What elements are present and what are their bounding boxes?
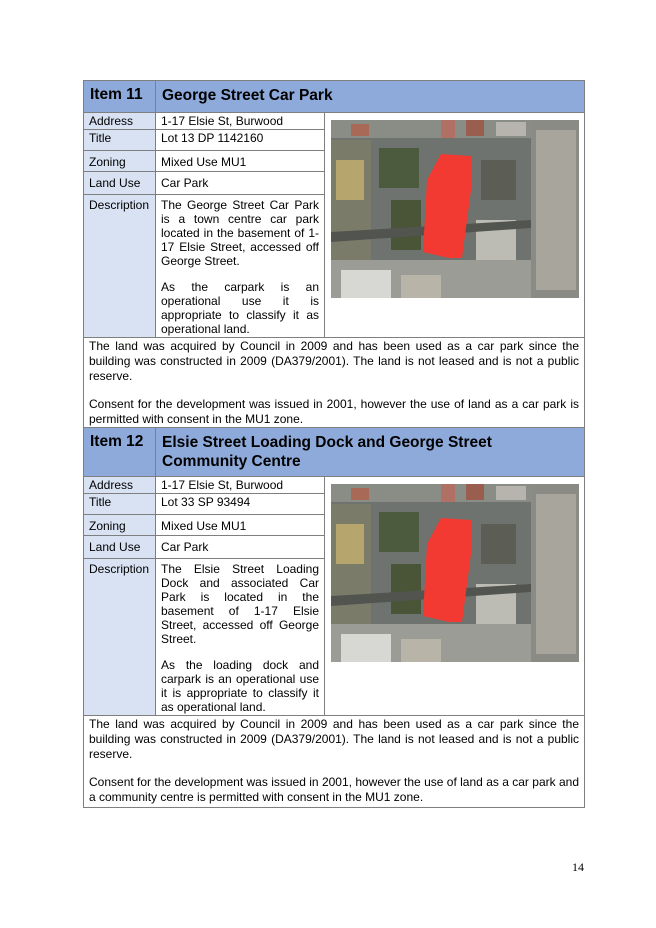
description-row	[84, 195, 325, 337]
address-row	[84, 113, 325, 130]
zoning-value: Mixed Use MU1	[156, 515, 325, 535]
note-paragraph: The land was acquired by Council in 2009 and has been used as a car park since the building was constructed in 2009 (DA379/2001). The land is not leased and is not a public reserve.	[89, 717, 579, 761]
item-number: Item 12	[84, 428, 156, 476]
description-value	[156, 559, 325, 715]
item-notes	[84, 338, 584, 429]
aerial-photo-image	[331, 484, 579, 662]
land-use-label: Land Use	[84, 536, 156, 558]
description-row	[84, 559, 325, 715]
description-paragraph: As the carpark is an operational use it is appropriate to classify it as operational land.	[161, 280, 319, 336]
aerial-photo	[325, 113, 584, 337]
fields-column	[84, 113, 325, 337]
zoning-row	[84, 151, 325, 172]
title-row	[84, 130, 325, 151]
note-paragraph: Consent for the development was issued in 2001, however the use of land as a car park and a community centre is permitted with consent in the MU1 zone.	[89, 775, 579, 804]
zoning-value: Mixed Use MU1	[156, 151, 325, 171]
note-paragraph: The land was acquired by Council in 2009 and has been used as a car park since the building was constructed in 2009 (DA379/2001). The land is not leased and is not a public reserve.	[89, 339, 579, 383]
title-label: Title	[84, 494, 156, 514]
land-use-row	[84, 536, 325, 559]
description-label: Description	[84, 195, 156, 337]
description-paragraph: The George Street Car Park is a town centre car park located in the basement of 1-17 Elsie Street, accessed off George Street.	[161, 198, 319, 268]
title-value: Lot 13 DP 1142160	[156, 130, 325, 150]
note-paragraph: Consent for the development was issued in 2001, however the use of land as a car park is permitted with consent in the MU1 zone.	[89, 397, 579, 426]
land-use-value: Car Park	[156, 536, 325, 558]
address-label: Address	[84, 477, 156, 493]
zoning-label: Zoning	[84, 515, 156, 535]
item-notes	[84, 716, 584, 807]
address-value: 1-17 Elsie St, Burwood	[156, 113, 325, 129]
fields-column	[84, 477, 325, 715]
land-use-row	[84, 172, 325, 195]
description-paragraph: As the loading dock and carpark is an operational use it is appropriate to classify it as operational land.	[161, 658, 319, 714]
title-value: Lot 33 SP 93494	[156, 494, 325, 514]
item-details	[84, 477, 584, 716]
item-title: George Street Car Park	[162, 87, 333, 104]
address-row	[84, 477, 325, 494]
zoning-row	[84, 515, 325, 536]
title-row	[84, 494, 325, 515]
item-title: Elsie Street Loading Dock and George Street Community Centre	[162, 434, 492, 470]
item-11-table	[83, 80, 585, 430]
page-number: 14	[572, 860, 584, 874]
description-label: Description	[84, 559, 156, 715]
aerial-photo-image	[331, 120, 579, 298]
aerial-photo	[325, 477, 584, 715]
item-header	[84, 428, 584, 477]
item-details	[84, 113, 584, 338]
item-header	[84, 81, 584, 113]
item-number: Item 11	[84, 81, 156, 112]
address-value: 1-17 Elsie St, Burwood	[156, 477, 325, 493]
description-value	[156, 195, 325, 337]
land-use-label: Land Use	[84, 172, 156, 194]
description-paragraph: The Elsie Street Loading Dock and associated Car Park is located in the basement of 1-17 Elsie Street, accessed off George Street.	[161, 562, 319, 646]
title-label: Title	[84, 130, 156, 150]
zoning-label: Zoning	[84, 151, 156, 171]
item-12-table	[83, 427, 585, 808]
land-use-value: Car Park	[156, 172, 325, 194]
address-label: Address	[84, 113, 156, 129]
